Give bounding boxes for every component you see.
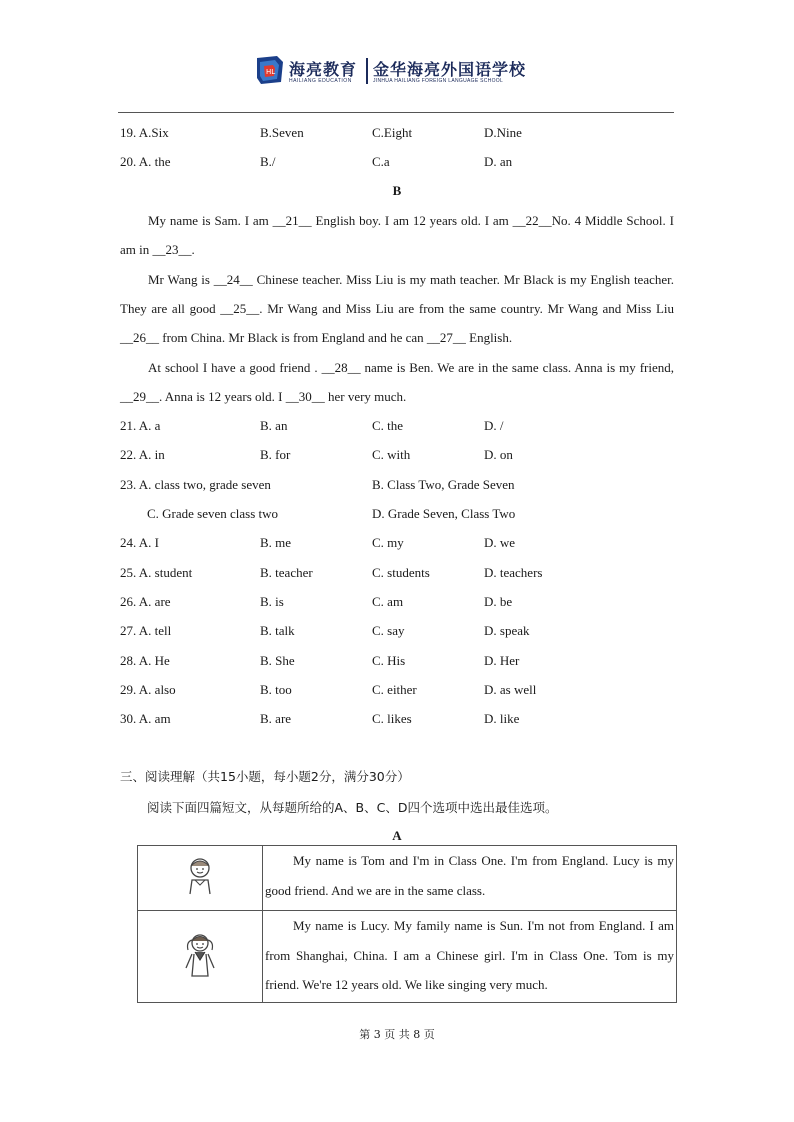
question-24-a: 24. A. I bbox=[120, 535, 159, 550]
header-rule bbox=[118, 112, 674, 113]
boy-icon bbox=[178, 854, 222, 898]
reading-row-lucy bbox=[138, 911, 677, 1003]
question-23-b: B. Class Two, Grade Seven bbox=[372, 477, 515, 492]
hailiang-logo-icon bbox=[255, 54, 285, 86]
question-25-d: D. teachers bbox=[484, 565, 543, 580]
question-24-d: D. we bbox=[484, 535, 516, 550]
reading-pic-cell bbox=[138, 846, 263, 911]
question-27-b: B. talk bbox=[260, 623, 295, 638]
question-30-b: B. are bbox=[260, 711, 292, 726]
reading-text-tom: My name is Tom and I'm in Class One. I'm from England. Lucy is my good friend. And we are in the same class. bbox=[265, 853, 674, 898]
option-19-c: C.Eight bbox=[372, 125, 413, 140]
question-28-d: D. Her bbox=[484, 653, 520, 668]
school-name-en: JINHUA HAILIANG FOREIGN LANGUAGE SCHOOL bbox=[373, 78, 504, 84]
reading-text-lucy: My name is Lucy. My family name is Sun. I'm not from England. I am from Shanghai, China. I am a Chinese girl. I'm in Class One. Tom is my friend. We're 12 years old. We like singing very much. bbox=[265, 918, 674, 992]
question-25-c: C. students bbox=[372, 565, 430, 580]
question-26-d: D. be bbox=[484, 594, 513, 609]
question-21-b: B. an bbox=[260, 418, 288, 433]
question-22-c: C. with bbox=[372, 447, 411, 462]
option-19-a: 19. A.Six bbox=[120, 125, 169, 140]
reading-row-tom bbox=[138, 846, 677, 911]
reading-text-cell bbox=[263, 911, 677, 1003]
brand-name-en: HAILIANG EDUCATION bbox=[289, 78, 352, 84]
school-name-cn: 金华海亮外国语学校 bbox=[373, 60, 527, 79]
question-26-b: B. is bbox=[260, 594, 284, 609]
question-21-d: D. / bbox=[484, 418, 504, 433]
section-b-heading: B bbox=[392, 183, 402, 198]
question-22-d: D. on bbox=[484, 447, 513, 462]
question-22-b: B. for bbox=[260, 447, 291, 462]
girl-icon bbox=[178, 930, 222, 980]
reading-text-cell bbox=[263, 846, 677, 911]
question-29-a: 29. A. also bbox=[120, 682, 176, 697]
question-27-a: 27. A. tell bbox=[120, 623, 172, 638]
header-divider bbox=[366, 58, 368, 84]
svg-text:HL: HL bbox=[266, 68, 276, 76]
reading-pic-cell bbox=[138, 911, 263, 1003]
question-30-d: D. like bbox=[484, 711, 520, 726]
section-3-instruction: 阅读下面四篇短文，从每题所给的A、B、C、D四个选项中选出最佳选项。 bbox=[147, 800, 558, 815]
question-27-c: C. say bbox=[372, 623, 405, 638]
question-30-a: 30. A. am bbox=[120, 711, 171, 726]
question-23-c: C. Grade seven class two bbox=[147, 506, 279, 521]
page-footer: 第 3 页 共 8 页 bbox=[359, 1028, 435, 1041]
section-3-title: 三、阅读理解（共15小题，每小题2分，满分30分） bbox=[120, 769, 410, 784]
question-23-d: D. Grade Seven, Class Two bbox=[372, 506, 516, 521]
option-20-d: D. an bbox=[484, 154, 513, 169]
option-19-d: D.Nine bbox=[484, 125, 522, 140]
question-24-c: C. my bbox=[372, 535, 404, 550]
question-30-c: C. likes bbox=[372, 711, 412, 726]
question-23-a: 23. A. class two, grade seven bbox=[120, 477, 271, 492]
brand-name-cn: 海亮教育 bbox=[289, 60, 358, 79]
question-28-a: 28. A. He bbox=[120, 653, 170, 668]
passage-paragraph-1: My name is Sam. I am __21__ English boy. I am 12 years old. I am __22__No. 4 Middle School. I am in __23__. bbox=[120, 213, 674, 258]
question-28-b: B. She bbox=[260, 653, 295, 668]
page-header bbox=[255, 54, 545, 90]
passage-paragraph-3: At school I have a good friend . __28__ name is Ben. We are in the same class. Anna is my friend, __29__. Anna is 12 years old. I __30__ her very much. bbox=[120, 360, 674, 405]
question-26-a: 26. A. are bbox=[120, 594, 171, 609]
option-20-a: 20. A. the bbox=[120, 154, 171, 169]
question-26-c: C. am bbox=[372, 594, 404, 609]
question-24-b: B. me bbox=[260, 535, 292, 550]
passage-paragraph-2: Mr Wang is __24__ Chinese teacher. Miss Liu is my math teacher. Mr Black is my English teacher. They are all good __25__. Mr Wang and Miss Liu are from the same country. Mr Wang and Miss Liu __26__ from China. Mr Black is from England and he can __27__ English. bbox=[120, 272, 674, 346]
question-21-c: C. the bbox=[372, 418, 404, 433]
question-27-d: D. speak bbox=[484, 623, 530, 638]
option-19-b: B.Seven bbox=[260, 125, 304, 140]
question-29-d: D. as well bbox=[484, 682, 537, 697]
question-28-c: C. His bbox=[372, 653, 406, 668]
reading-a-table bbox=[137, 845, 677, 1003]
question-21-a: 21. A. a bbox=[120, 418, 161, 433]
question-25-b: B. teacher bbox=[260, 565, 313, 580]
question-29-c: C. either bbox=[372, 682, 417, 697]
reading-a-heading: A bbox=[392, 828, 402, 843]
option-20-c: C.a bbox=[372, 154, 390, 169]
question-29-b: B. too bbox=[260, 682, 292, 697]
question-25-a: 25. A. student bbox=[120, 565, 193, 580]
question-22-a: 22. A. in bbox=[120, 447, 165, 462]
option-20-b: B./ bbox=[260, 154, 276, 169]
